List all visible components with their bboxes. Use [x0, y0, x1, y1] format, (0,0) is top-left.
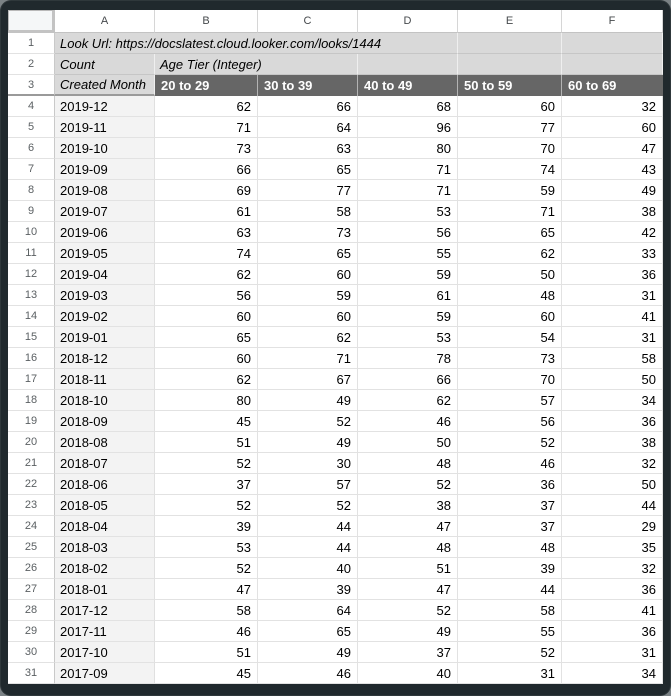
- month-cell[interactable]: 2018-02: [55, 558, 155, 579]
- value-cell[interactable]: 38: [562, 201, 663, 222]
- value-cell[interactable]: 40: [258, 558, 358, 579]
- row-number[interactable]: 3: [8, 75, 55, 96]
- value-cell[interactable]: 43: [562, 159, 663, 180]
- value-cell[interactable]: 49: [258, 432, 358, 453]
- column-header-e[interactable]: E: [458, 10, 562, 33]
- month-cell[interactable]: 2019-07: [55, 201, 155, 222]
- value-cell[interactable]: 51: [155, 432, 258, 453]
- table-row: [8, 306, 663, 327]
- value-cell[interactable]: 46: [155, 621, 258, 642]
- value-cell[interactable]: 69: [155, 180, 258, 201]
- row-number[interactable]: 26: [8, 558, 55, 579]
- month-cell[interactable]: 2019-11: [55, 117, 155, 138]
- value-cell[interactable]: 60: [258, 306, 358, 327]
- value-cell[interactable]: 67: [258, 369, 358, 390]
- value-cell[interactable]: 52: [358, 600, 458, 621]
- value-cell[interactable]: 50: [458, 264, 562, 285]
- value-cell[interactable]: 52: [458, 642, 562, 663]
- empty-cell[interactable]: [358, 54, 458, 75]
- month-cell[interactable]: 2018-05: [55, 495, 155, 516]
- look-url-cell[interactable]: Look Url: https://docslatest.cloud.looker.com/looks/1444: [55, 33, 458, 54]
- row-number[interactable]: 22: [8, 474, 55, 495]
- month-cell[interactable]: 2019-03: [55, 285, 155, 306]
- value-cell[interactable]: 51: [358, 558, 458, 579]
- value-cell[interactable]: 36: [562, 621, 663, 642]
- row-number[interactable]: 24: [8, 516, 55, 537]
- value-cell[interactable]: 63: [258, 138, 358, 159]
- pivot-label-row: [8, 54, 663, 75]
- value-cell[interactable]: 37: [458, 495, 562, 516]
- value-cell[interactable]: 46: [358, 411, 458, 432]
- row-number[interactable]: 1: [8, 33, 55, 54]
- table-row: [8, 369, 663, 390]
- empty-cell[interactable]: [562, 54, 663, 75]
- table-row: [8, 579, 663, 600]
- table-row: [8, 600, 663, 621]
- value-cell[interactable]: 36: [562, 411, 663, 432]
- value-cell[interactable]: 71: [155, 117, 258, 138]
- select-all-corner[interactable]: [8, 10, 55, 33]
- value-cell[interactable]: 60: [458, 96, 562, 117]
- spreadsheet: [8, 10, 663, 684]
- value-cell[interactable]: 48: [458, 285, 562, 306]
- value-cell[interactable]: 56: [155, 285, 258, 306]
- column-header-d[interactable]: D: [358, 10, 458, 33]
- value-cell[interactable]: 44: [458, 579, 562, 600]
- value-cell[interactable]: 55: [358, 243, 458, 264]
- value-cell[interactable]: 66: [358, 369, 458, 390]
- value-cell[interactable]: 49: [258, 642, 358, 663]
- row-number[interactable]: 12: [8, 264, 55, 285]
- value-cell[interactable]: 74: [458, 159, 562, 180]
- value-cell[interactable]: 61: [155, 201, 258, 222]
- table-row: [8, 222, 663, 243]
- value-cell[interactable]: 33: [562, 243, 663, 264]
- table-row: [8, 516, 663, 537]
- count-label-cell[interactable]: Count: [55, 54, 155, 75]
- value-cell[interactable]: 71: [358, 159, 458, 180]
- value-cell[interactable]: 62: [258, 327, 358, 348]
- value-cell[interactable]: 51: [155, 642, 258, 663]
- row-number[interactable]: 2: [8, 54, 55, 75]
- value-cell[interactable]: 59: [458, 180, 562, 201]
- table-row: [8, 663, 663, 684]
- value-cell[interactable]: 38: [358, 495, 458, 516]
- value-cell[interactable]: 55: [458, 621, 562, 642]
- age-tier-header-cell[interactable]: 30 to 39: [258, 75, 358, 96]
- value-cell[interactable]: 49: [258, 390, 358, 411]
- month-cell[interactable]: 2017-10: [55, 642, 155, 663]
- age-tier-header-row: [8, 75, 663, 96]
- row-number[interactable]: 16: [8, 348, 55, 369]
- value-cell[interactable]: 31: [458, 663, 562, 684]
- value-cell[interactable]: 77: [458, 117, 562, 138]
- table-row: [8, 642, 663, 663]
- table-row: [8, 432, 663, 453]
- month-cell[interactable]: 2017-12: [55, 600, 155, 621]
- row-number[interactable]: 23: [8, 495, 55, 516]
- value-cell[interactable]: 52: [358, 474, 458, 495]
- value-cell[interactable]: 56: [458, 411, 562, 432]
- month-cell[interactable]: 2017-11: [55, 621, 155, 642]
- value-cell[interactable]: 62: [155, 264, 258, 285]
- value-cell[interactable]: 80: [358, 138, 458, 159]
- table-row: [8, 285, 663, 306]
- value-cell[interactable]: 52: [155, 558, 258, 579]
- month-cell[interactable]: 2019-12: [55, 96, 155, 117]
- value-cell[interactable]: 71: [358, 180, 458, 201]
- value-cell[interactable]: 57: [458, 390, 562, 411]
- value-cell[interactable]: 59: [258, 285, 358, 306]
- value-cell[interactable]: 45: [155, 663, 258, 684]
- month-cell[interactable]: 2018-09: [55, 411, 155, 432]
- row-number[interactable]: 27: [8, 579, 55, 600]
- table-row: [8, 96, 663, 117]
- value-cell[interactable]: 65: [258, 243, 358, 264]
- created-month-label-cell[interactable]: Created Month: [55, 75, 155, 96]
- table-row: [8, 327, 663, 348]
- row-number[interactable]: 29: [8, 621, 55, 642]
- row-number[interactable]: 9: [8, 201, 55, 222]
- value-cell[interactable]: 36: [562, 264, 663, 285]
- value-cell[interactable]: 60: [562, 117, 663, 138]
- month-cell[interactable]: 2019-08: [55, 180, 155, 201]
- month-cell[interactable]: 2019-10: [55, 138, 155, 159]
- row-number[interactable]: 11: [8, 243, 55, 264]
- row-number[interactable]: 15: [8, 327, 55, 348]
- value-cell[interactable]: 65: [258, 159, 358, 180]
- table-row: [8, 621, 663, 642]
- table-row: [8, 390, 663, 411]
- row-number[interactable]: 5: [8, 117, 55, 138]
- value-cell[interactable]: 47: [358, 516, 458, 537]
- value-cell[interactable]: 52: [258, 495, 358, 516]
- value-cell[interactable]: 32: [562, 558, 663, 579]
- value-cell[interactable]: 62: [155, 96, 258, 117]
- value-cell[interactable]: 61: [358, 285, 458, 306]
- value-cell[interactable]: 47: [155, 579, 258, 600]
- row-number[interactable]: 30: [8, 642, 55, 663]
- value-cell[interactable]: 31: [562, 642, 663, 663]
- value-cell[interactable]: 41: [562, 600, 663, 621]
- row-number[interactable]: 10: [8, 222, 55, 243]
- row-number[interactable]: 4: [8, 96, 55, 117]
- column-header-a[interactable]: A: [55, 10, 155, 33]
- value-cell[interactable]: 73: [458, 348, 562, 369]
- value-cell[interactable]: 40: [358, 663, 458, 684]
- column-header-b[interactable]: B: [155, 10, 258, 33]
- month-cell[interactable]: 2018-12: [55, 348, 155, 369]
- month-cell[interactable]: 2019-05: [55, 243, 155, 264]
- table-row: [8, 411, 663, 432]
- table-row: [8, 537, 663, 558]
- value-cell[interactable]: 74: [155, 243, 258, 264]
- value-cell[interactable]: 52: [458, 432, 562, 453]
- value-cell[interactable]: 96: [358, 117, 458, 138]
- value-cell[interactable]: 30: [258, 453, 358, 474]
- value-cell[interactable]: 65: [258, 621, 358, 642]
- row-number[interactable]: 31: [8, 663, 55, 684]
- value-cell[interactable]: 60: [155, 306, 258, 327]
- empty-cell[interactable]: [458, 54, 562, 75]
- table-row: [8, 159, 663, 180]
- value-cell[interactable]: 80: [155, 390, 258, 411]
- value-cell[interactable]: 63: [155, 222, 258, 243]
- value-cell[interactable]: 52: [155, 453, 258, 474]
- value-cell[interactable]: 58: [458, 600, 562, 621]
- value-cell[interactable]: 58: [562, 348, 663, 369]
- value-cell[interactable]: 60: [258, 264, 358, 285]
- value-cell[interactable]: 42: [562, 222, 663, 243]
- value-cell[interactable]: 46: [458, 453, 562, 474]
- value-cell[interactable]: 73: [155, 138, 258, 159]
- value-cell[interactable]: 50: [358, 432, 458, 453]
- value-cell[interactable]: 44: [258, 537, 358, 558]
- value-cell[interactable]: 52: [155, 495, 258, 516]
- data-rows: [8, 96, 663, 684]
- value-cell[interactable]: 53: [358, 327, 458, 348]
- value-cell[interactable]: 36: [562, 579, 663, 600]
- month-cell[interactable]: 2018-10: [55, 390, 155, 411]
- value-cell[interactable]: 37: [458, 516, 562, 537]
- value-cell[interactable]: 39: [458, 558, 562, 579]
- table-row: [8, 243, 663, 264]
- value-cell[interactable]: 57: [258, 474, 358, 495]
- value-cell[interactable]: 66: [258, 96, 358, 117]
- value-cell[interactable]: 49: [358, 621, 458, 642]
- value-cell[interactable]: 50: [562, 369, 663, 390]
- value-cell[interactable]: 70: [458, 369, 562, 390]
- value-cell[interactable]: 49: [562, 180, 663, 201]
- value-cell[interactable]: 35: [562, 537, 663, 558]
- age-tier-header-cell[interactable]: 50 to 59: [458, 75, 562, 96]
- row-number[interactable]: 25: [8, 537, 55, 558]
- look-url-row: [8, 33, 663, 54]
- value-cell[interactable]: 50: [562, 474, 663, 495]
- month-cell[interactable]: 2019-04: [55, 264, 155, 285]
- value-cell[interactable]: 53: [358, 201, 458, 222]
- value-cell[interactable]: 41: [562, 306, 663, 327]
- table-row: [8, 117, 663, 138]
- value-cell[interactable]: 71: [258, 348, 358, 369]
- value-cell[interactable]: 59: [358, 306, 458, 327]
- value-cell[interactable]: 38: [562, 432, 663, 453]
- value-cell[interactable]: 62: [155, 369, 258, 390]
- value-cell[interactable]: 62: [458, 243, 562, 264]
- value-cell[interactable]: 31: [562, 327, 663, 348]
- value-cell[interactable]: 58: [258, 201, 358, 222]
- row-number[interactable]: 17: [8, 369, 55, 390]
- table-row: [8, 138, 663, 159]
- empty-cell[interactable]: [562, 33, 663, 54]
- month-cell[interactable]: 2018-04: [55, 516, 155, 537]
- value-cell[interactable]: 52: [258, 411, 358, 432]
- row-number[interactable]: 13: [8, 285, 55, 306]
- row-number[interactable]: 14: [8, 306, 55, 327]
- month-cell[interactable]: 2019-01: [55, 327, 155, 348]
- value-cell[interactable]: 68: [358, 96, 458, 117]
- table-row: [8, 474, 663, 495]
- value-cell[interactable]: 37: [155, 474, 258, 495]
- value-cell[interactable]: 71: [458, 201, 562, 222]
- value-cell[interactable]: 60: [458, 306, 562, 327]
- value-cell[interactable]: 56: [358, 222, 458, 243]
- value-cell[interactable]: 44: [258, 516, 358, 537]
- month-cell[interactable]: 2018-06: [55, 474, 155, 495]
- value-cell[interactable]: 59: [358, 264, 458, 285]
- value-cell[interactable]: 44: [562, 495, 663, 516]
- empty-cell[interactable]: [458, 33, 562, 54]
- value-cell[interactable]: 48: [358, 453, 458, 474]
- row-number[interactable]: 7: [8, 159, 55, 180]
- value-cell[interactable]: 37: [358, 642, 458, 663]
- value-cell[interactable]: 34: [562, 390, 663, 411]
- row-number[interactable]: 28: [8, 600, 55, 621]
- value-cell[interactable]: 47: [358, 579, 458, 600]
- value-cell[interactable]: 29: [562, 516, 663, 537]
- age-tier-header-cell[interactable]: 20 to 29: [155, 75, 258, 96]
- value-cell[interactable]: 64: [258, 600, 358, 621]
- row-number[interactable]: 6: [8, 138, 55, 159]
- table-row: [8, 180, 663, 201]
- value-cell[interactable]: 48: [458, 537, 562, 558]
- table-row: [8, 264, 663, 285]
- column-header-row: [8, 10, 663, 33]
- row-number[interactable]: 19: [8, 411, 55, 432]
- value-cell[interactable]: 73: [258, 222, 358, 243]
- value-cell[interactable]: 39: [155, 516, 258, 537]
- value-cell[interactable]: 58: [155, 600, 258, 621]
- month-cell[interactable]: 2018-03: [55, 537, 155, 558]
- row-number[interactable]: 20: [8, 432, 55, 453]
- month-cell[interactable]: 2018-07: [55, 453, 155, 474]
- value-cell[interactable]: 60: [155, 348, 258, 369]
- value-cell[interactable]: 48: [358, 537, 458, 558]
- value-cell[interactable]: 66: [155, 159, 258, 180]
- value-cell[interactable]: 34: [562, 663, 663, 684]
- table-row: [8, 348, 663, 369]
- value-cell[interactable]: 45: [155, 411, 258, 432]
- column-header-c[interactable]: C: [258, 10, 358, 33]
- value-cell[interactable]: 54: [458, 327, 562, 348]
- value-cell[interactable]: 65: [458, 222, 562, 243]
- month-cell[interactable]: 2019-06: [55, 222, 155, 243]
- value-cell[interactable]: 78: [358, 348, 458, 369]
- age-tier-header-cell[interactable]: 40 to 49: [358, 75, 458, 96]
- value-cell[interactable]: 77: [258, 180, 358, 201]
- value-cell[interactable]: 36: [458, 474, 562, 495]
- value-cell[interactable]: 62: [358, 390, 458, 411]
- month-cell[interactable]: 2018-08: [55, 432, 155, 453]
- value-cell[interactable]: 46: [258, 663, 358, 684]
- row-number[interactable]: 21: [8, 453, 55, 474]
- table-row: [8, 201, 663, 222]
- month-cell[interactable]: 2018-11: [55, 369, 155, 390]
- value-cell[interactable]: 31: [562, 285, 663, 306]
- month-cell[interactable]: 2019-09: [55, 159, 155, 180]
- value-cell[interactable]: 65: [155, 327, 258, 348]
- value-cell[interactable]: 53: [155, 537, 258, 558]
- age-tier-header-cell[interactable]: 60 to 69: [562, 75, 663, 96]
- table-row: [8, 558, 663, 579]
- value-cell[interactable]: 70: [458, 138, 562, 159]
- value-cell[interactable]: 64: [258, 117, 358, 138]
- value-cell[interactable]: 32: [562, 453, 663, 474]
- row-number[interactable]: 8: [8, 180, 55, 201]
- month-cell[interactable]: 2017-09: [55, 663, 155, 684]
- month-cell[interactable]: 2018-01: [55, 579, 155, 600]
- value-cell[interactable]: 32: [562, 96, 663, 117]
- value-cell[interactable]: 47: [562, 138, 663, 159]
- value-cell[interactable]: 39: [258, 579, 358, 600]
- column-header-f[interactable]: F: [562, 10, 663, 33]
- table-row: [8, 453, 663, 474]
- table-row: [8, 495, 663, 516]
- month-cell[interactable]: 2019-02: [55, 306, 155, 327]
- age-tier-label-cell[interactable]: Age Tier (Integer): [155, 54, 358, 75]
- row-number[interactable]: 18: [8, 390, 55, 411]
